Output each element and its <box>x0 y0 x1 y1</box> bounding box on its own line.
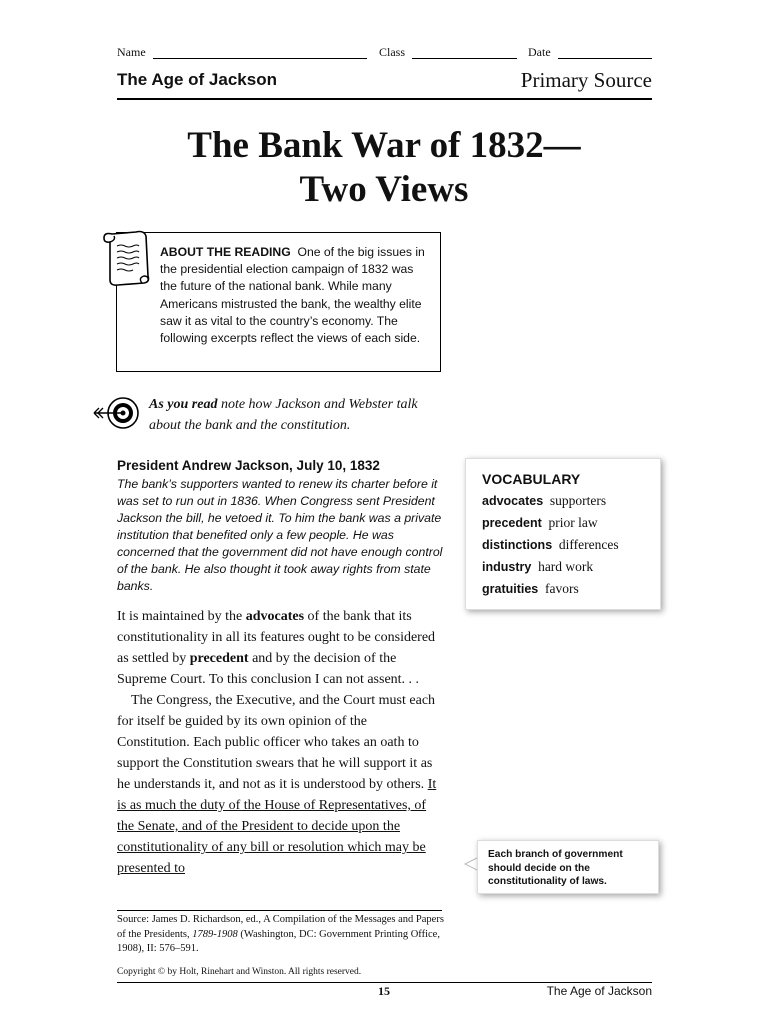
vocab-item <box>482 578 660 600</box>
class-blank <box>412 58 517 59</box>
source-text-a: Source: James D. Richardson, ed., A Compilation of the Messages and Papers of the Presidents, <box>117 914 444 940</box>
vocabulary-box <box>465 458 661 610</box>
title-line-2: Two Views <box>299 169 469 210</box>
vocab-term-advocates: advocates <box>245 609 305 624</box>
source-citation <box>117 913 447 957</box>
vocab-term: gratuities <box>482 582 539 596</box>
footer-unit-title: The Age of Jackson <box>546 984 652 998</box>
vocab-item <box>482 490 660 512</box>
p1-text-b: of the bank that its constitutionality in all its features ought to be considered as settled by <box>117 609 436 666</box>
vocab-item <box>482 534 660 556</box>
margin-callout: Each branch of government should decide on the constitutionality of laws. <box>477 840 659 894</box>
vocab-item <box>482 512 660 534</box>
date-label: Date <box>528 45 551 59</box>
vocab-item <box>482 556 660 578</box>
excerpt-body <box>117 606 442 879</box>
excerpt-paragraph-2 <box>117 690 442 879</box>
source-years: 1789-1908 <box>192 928 238 940</box>
unit-title: The Age of Jackson <box>117 70 277 89</box>
name-label: Name <box>117 45 146 59</box>
copyright: Copyright © by Holt, Rinehart and Winston. All rights reserved. <box>117 967 362 977</box>
vocab-def: supporters <box>549 493 607 508</box>
vocab-term: industry <box>482 560 532 574</box>
p1-text-c: and by the decision of the Supreme Court. To this conclusion I can not assent. . . <box>117 651 420 687</box>
p2-text-a: The Congress, the Executive, and the Court must each for itself be guided by its own opinion of the Constitution. Each public officer who takes an oath to support the Constitution swears that he will support it as he understands it, and not as it is understood by others. <box>117 693 436 792</box>
vocab-term: distinctions <box>482 538 553 552</box>
page-type: Primary Source <box>520 68 652 92</box>
header-rule <box>117 98 652 100</box>
vocab-def: favors <box>545 581 579 596</box>
class-label: Class <box>379 45 406 59</box>
vocabulary-title: VOCABULARY <box>482 471 581 487</box>
about-body: One of the big issues in the presidential election campaign of 1832 was the future of the national bank. While many Americans mistrusted the bank, the wealthy elite saw it as vital to the country’s economy. The following excerpts reflect the views of each side. <box>160 245 425 346</box>
p2-underlined-text: It is as much the duty of the House of Representatives, of the Senate, and of the President to decide upon the constitutionality of any bill or resolution which may be presented to <box>117 777 437 876</box>
vocab-def: hard work <box>538 559 594 574</box>
date-blank <box>558 58 652 59</box>
source-rule <box>117 910 442 911</box>
source-text-b: (Washington, DC: Government Printing Office, 1908), II: 576–591. <box>117 928 440 954</box>
as-you-read-lead: As you read <box>149 397 218 412</box>
excerpt-paragraph-1 <box>117 606 442 690</box>
page-title <box>0 124 768 212</box>
vocab-term: advocates <box>482 494 544 508</box>
title-line-1: The Bank War of 1832— <box>187 125 581 166</box>
excerpt-intro: The bank’s supporters wanted to renew its charter before it was set to run out in 1836. When Congress sent President Jackson the bill, he vetoed it. To him the bank was a private institution that benefited only a few people. He was concerned that the government did not have enough control of the bank. He also thought it took away rights from state banks. <box>117 477 443 593</box>
target-icon <box>90 394 140 434</box>
about-reading-text <box>160 244 430 347</box>
vocab-term: precedent <box>482 516 542 530</box>
vocab-term-precedent: precedent <box>189 651 249 666</box>
p1-text-a: It is maintained by the <box>117 609 246 624</box>
footer-rule <box>117 982 652 983</box>
speaker-heading: President Andrew Jackson, July 10, 1832 <box>117 458 380 473</box>
vocab-def: differences <box>558 537 619 552</box>
scroll-icon <box>98 226 152 290</box>
as-you-read-text: note how Jackson and Webster talk about the bank and the constitution. <box>149 397 418 433</box>
name-class-date-bar <box>117 45 652 63</box>
name-blank <box>153 58 367 59</box>
page-number: 15 <box>378 984 390 998</box>
as-you-read <box>149 394 449 436</box>
about-heading: ABOUT THE READING <box>160 245 291 259</box>
vocab-def: prior law <box>548 515 598 530</box>
